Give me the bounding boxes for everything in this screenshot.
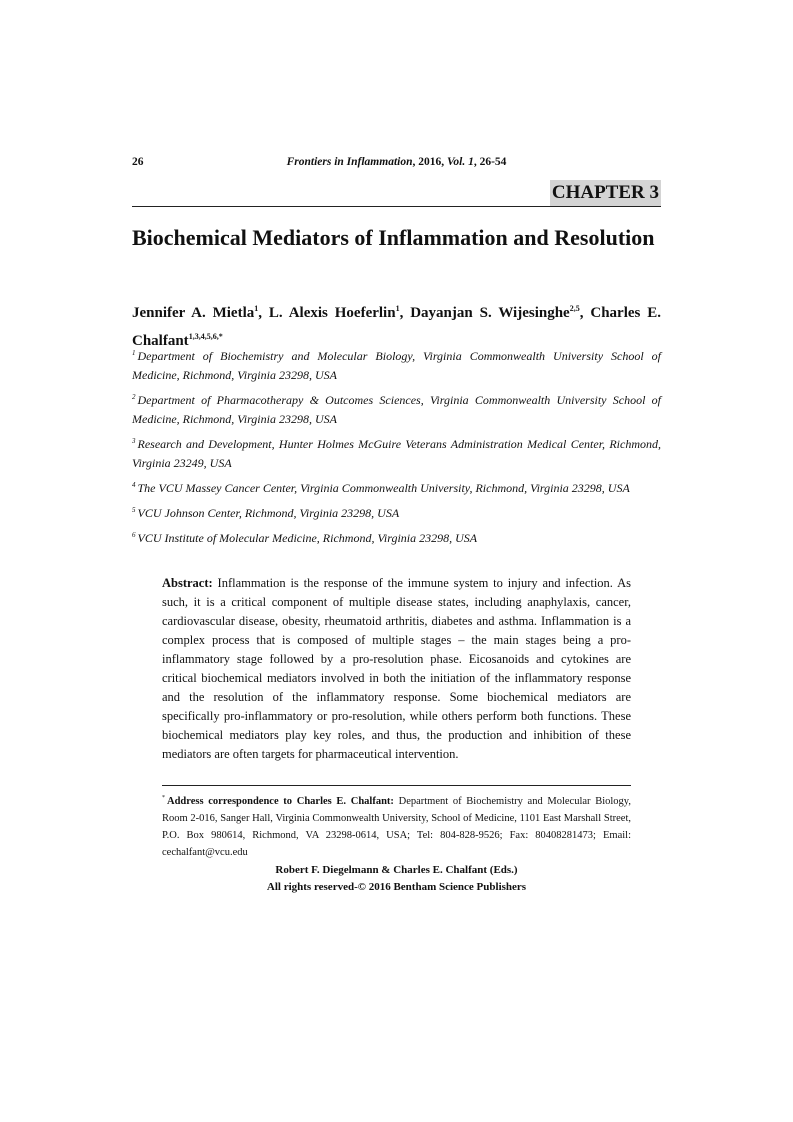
journal-volume: Vol. 1 xyxy=(446,156,474,168)
abstract-text: Inflammation is the response of the immune system to injury and infection. As such, it is a critical component of multiple disease states, including anaphylaxis, cancer, cardiovascular disease, obesity, rheumatoid arthritis, diabetes and asthma. Inflammation is a complex process that is composed of multiple stages – the main stages being a pro-inflammatory stage followed by a pro-resolution phase. Eicosanoids and cytokines are critical biochemical mediators involved in both the initiation of the inflammatory response and the resolution of the inflammatory response. Some biochemical mediators are specifically pro-inflammatory or pro-resolution, while others perform both functions. These biochemical mediators play key roles, and thus, the production and inhibition of these mediators are often targets for pharmaceutical intervention. xyxy=(162,576,631,761)
author-name: Dayanjan S. Wijesinghe xyxy=(410,305,570,321)
copyright-line: All rights reserved-© 2016 Bentham Science Publishers xyxy=(266,881,527,893)
author-list: Jennifer A. Mietla$^1$, L. Alexis Hoeferlin$^1$, Dayanjan S. Wijesinghe$^{2,5}$, Charles E. Chalfant$^{1,3,4,5,6,*}$ xyxy=(132,304,661,349)
author-affiliation-mark: 1 xyxy=(254,304,259,313)
author-name: Charles E. Chalfant xyxy=(132,305,661,349)
footnote-mark: * xyxy=(162,795,165,801)
chapter-label: CHAPTER 3 xyxy=(550,180,661,206)
journal-name: Frontiers in Inflammation xyxy=(286,156,413,168)
journal-pages: , 26-54 xyxy=(473,156,507,168)
affiliation-item: $^2$ Department of Pharmacotherapy & Outcomes Sciences, Virginia Commonwealth University School of Medicine, Richmond, Virginia 23298, USA xyxy=(132,393,661,426)
abstract xyxy=(162,574,631,764)
author-name: L. Alexis Hoeferlin xyxy=(268,305,396,321)
abstract-label: Abstract: xyxy=(162,576,213,590)
footnote-label: Address correspondence to Charles E. Chalfant: xyxy=(167,796,394,807)
publication-credits xyxy=(132,862,661,896)
journal-citation: Frontiers in Inflammation, 2016, Vol. 1, 26-54 xyxy=(286,156,507,168)
affiliation-list xyxy=(132,344,661,551)
editors-line: Robert F. Diegelmann & Charles E. Chalfant (Eds.) xyxy=(275,864,518,876)
author-affiliation-mark: 1,3,4,5,6,* xyxy=(188,332,223,341)
journal-year: 2016, xyxy=(418,156,445,168)
author-affiliation-mark: 2,5 xyxy=(569,304,580,313)
page-number: 26 xyxy=(132,156,144,168)
correspondence-footnote xyxy=(162,790,631,861)
affiliation-item: $^4$ The VCU Massey Cancer Center, Virginia Commonwealth University, Richmond, Virginia 23298, USA xyxy=(132,481,630,495)
affiliation-item: $^6$ VCU Institute of Molecular Medicine, Richmond, Virginia 23298, USA xyxy=(132,531,478,545)
affiliation-item: $^1$ Department of Biochemistry and Molecular Biology, Virginia Commonwealth University School of Medicine, Richmond, Virginia 23298, USA xyxy=(132,349,661,382)
affiliation-item: $^3$ Research and Development, Hunter Holmes McGuire Veterans Administration Medical Center, Richmond, Virginia 23249, USA xyxy=(132,437,661,470)
affiliation-item: $^5$ VCU Johnson Center, Richmond, Virginia 23298, USA xyxy=(132,506,400,520)
chapter-title: Biochemical Mediators of Inflammation and Resolution xyxy=(132,225,655,250)
footnote-divider xyxy=(162,785,631,786)
author-name: Jennifer A. Mietla xyxy=(132,305,255,321)
author-affiliation-mark: 1 xyxy=(395,304,400,313)
footnote-text: Department of Biochemistry and Molecular Biology, Room 2-016, Sanger Hall, Virginia Commonwealth University, School of Medicine, 1101 East Marshall Street, P.O. Box 980614, Richmond, VA 23298-0614, USA; Tel: 804-828-9526; Fax: 80408281473; Email: cechalfant@vcu.edu xyxy=(162,796,632,858)
running-header xyxy=(132,153,661,171)
header-divider xyxy=(132,206,661,207)
